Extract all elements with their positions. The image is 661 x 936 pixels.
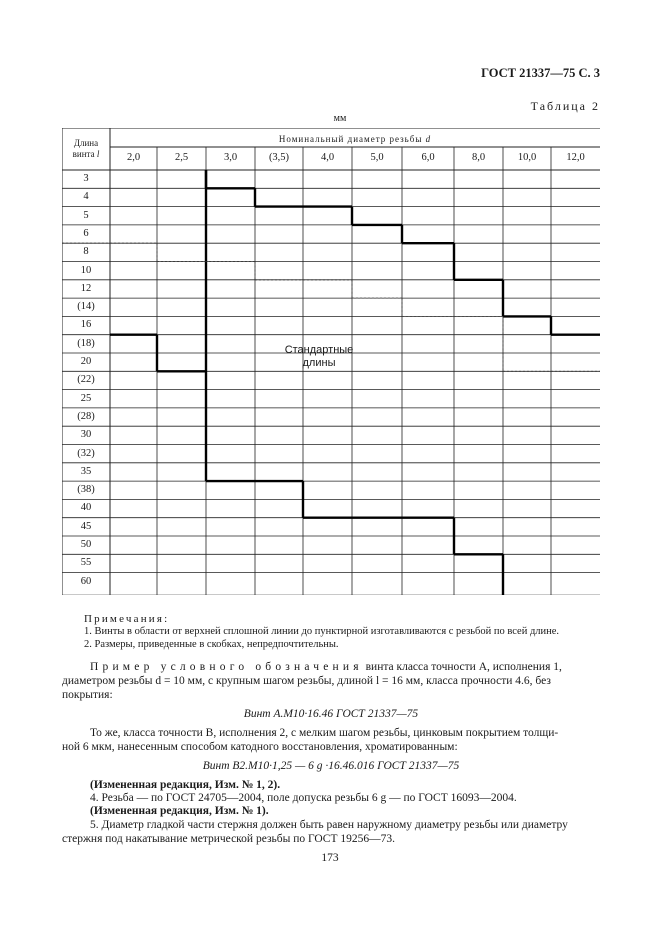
row-header-line1: Длина: [73, 138, 99, 148]
length-row-label: (22): [77, 374, 95, 386]
example-line3: покрытия:: [62, 689, 113, 701]
diameter-header: 2,5: [174, 152, 189, 163]
length-row-label: 55: [80, 557, 92, 569]
row-header-cell: [62, 128, 110, 170]
length-row-label: 25: [80, 392, 92, 404]
length-row-label: 20: [80, 356, 92, 367]
standard-lengths-label: Стандартные длины: [284, 344, 354, 369]
unit-label: мм: [333, 113, 347, 124]
length-row-label: 4: [83, 191, 89, 203]
length-row-label: 35: [80, 465, 92, 477]
page-number: 173: [321, 852, 339, 864]
length-row-label: (32): [77, 447, 95, 459]
length-row-label: 30: [80, 429, 92, 441]
diameter-header: 8,0: [471, 152, 486, 163]
length-row-label: (38): [77, 484, 95, 496]
length-row-label: 60: [80, 575, 92, 587]
length-row-label: 8: [83, 246, 89, 258]
length-row-label: (18): [77, 337, 95, 349]
change-note-1: (Измененная редакция, Изм. № 1, 2).: [90, 779, 281, 791]
length-row-label: 3: [83, 173, 89, 184]
lengths-table: [62, 128, 600, 595]
length-row-label: 45: [80, 520, 92, 532]
row-header-line2: винта l: [72, 149, 100, 159]
note-2: 2. Размеры, приведенные в скобках, непредпочтительны.: [84, 639, 339, 650]
item-4: 4. Резьба — по ГОСТ 24705—2004, поле допуска резьбы 6 g — по ГОСТ 16093—2004.: [90, 792, 517, 804]
table-label: Таблица 2: [530, 99, 600, 113]
notes-title: Примечания:: [84, 613, 170, 625]
example-line1: Пример условного обозначения винта класса точности А, исполнения 1,: [90, 661, 562, 673]
change-note-2: (Измененная редакция, Изм. № 1).: [90, 805, 269, 817]
item-5-line2: стержня под накатывание метрической резьбы по ГОСТ 19256—73.: [62, 833, 395, 845]
length-row-label: 10: [80, 264, 92, 276]
example-line2: диаметром резьбы d = 10 мм, с крупным шагом резьбы, длиной l = 16 мм, класса прочности 4.6, без: [62, 675, 551, 687]
diameter-header: 12,0: [566, 152, 585, 163]
diameter-header: 5,0: [370, 152, 384, 163]
length-row-label: (14): [77, 301, 95, 313]
diameter-header: 3,0: [223, 152, 238, 163]
diameter-header: (3,5): [268, 152, 290, 163]
column-group-symbol: d: [425, 134, 432, 144]
length-row-label: 40: [80, 502, 92, 514]
row-header-symbol: l: [96, 149, 100, 159]
length-row-label: 16: [80, 319, 92, 331]
length-row-label: (28): [77, 410, 95, 422]
length-row-label: 6: [83, 227, 89, 239]
diameter-header: 2,0: [126, 152, 141, 163]
note-1: 1. Винты в области от верхней сплошной линии до пунктирной изготавливаются с резьбой по всей длине.: [84, 626, 560, 637]
example-para2-line1: То же, класса точности В, исполнения 2, с мелким шагом резьбы, цинковым покрытием толщи-: [90, 727, 559, 739]
diameter-header: 4,0: [320, 152, 335, 163]
diameter-header: 6,0: [421, 152, 435, 163]
page-header: ГОСТ 21337—75 С. 3: [481, 66, 600, 80]
diameter-header: 10,0: [517, 152, 537, 163]
example-lead: Пример условного обозначения: [90, 661, 363, 673]
length-row-label: 50: [80, 539, 92, 550]
designation-1: Винт А.М10·16.46 ГОСТ 21337—75: [243, 708, 419, 720]
item-5-line1: 5. Диаметр гладкой части стержня должен быть равен наружному диаметру резьбы или диаметру: [90, 819, 568, 831]
example-para2-line2: ной 6 мкм, нанесенным способом катодного восстановления, хроматированным:: [62, 741, 458, 753]
length-row-label: 5: [83, 209, 89, 221]
column-group-title: Номинальный диаметр резьбы d: [278, 134, 432, 144]
length-row-label: 12: [80, 282, 92, 294]
designation-2: Винт В2.М10·1,25 — 6 g ·16.46.016 ГОСТ 21337—75: [202, 760, 460, 772]
